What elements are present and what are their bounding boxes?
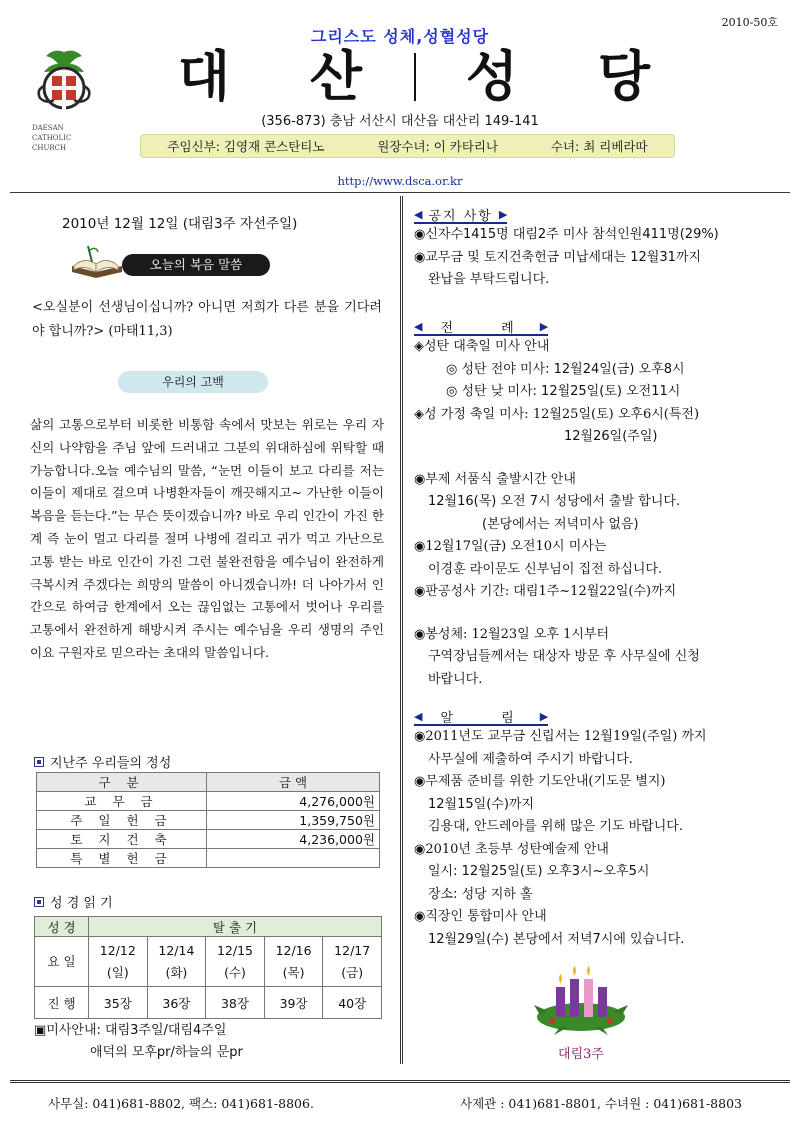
offering-category: 교 무 금 [37,792,207,811]
divider [10,192,790,193]
day-cell [89,937,148,987]
list-item: ◉판공성사 기간: 대림1주~12월22일(수)까지 [414,584,677,599]
book-name-cell: 탈 출 기 [89,917,382,937]
list-item: ◎ 성탄 전야 미사: 12월24일(금) 오후8시 [446,361,685,377]
chapter-cell: 38장 [206,987,265,1019]
notice-tag-label: 공지 사항 [428,208,493,224]
logo-text: CHURCH [32,144,67,152]
staff-sister: 수녀: 최 리베라따 [550,139,648,154]
table-row [35,987,382,1019]
offering-category: 특 별 헌 금 [37,849,207,868]
logo-text: DAESAN [32,124,64,132]
list-item: 김용대, 안드레아를 위해 많은 기도 바랍니다. [428,819,683,834]
table-header-row [37,773,380,792]
list-item: ◉직장인 통합미사 안내 [414,909,547,924]
list-item: 장소: 성당 지하 홀 [428,886,533,902]
mass-info-line: 애덕의 모후pr/하늘의 문pr [90,1045,243,1060]
square-bullet-icon [34,757,44,767]
reading-heading-text: 성 경 읽 기 [50,896,113,911]
list-item: 구역장님들께서는 대상자 방문 후 사무실에 신청 [428,649,700,664]
parish-address: (356-873) 충남 서산시 대산읍 대산리 149-141 [261,114,539,129]
list-item: ◈성 가정 축일 미사: 12월25일(토) 오후6시(특전) [414,406,700,422]
triangle-right-icon: ▶ [539,319,549,333]
scripture-quote: <오실분이 선생님이십니까? 아니면 저희가 다른 분을 기다려야 합니까?> (마태11,3) [32,300,382,339]
newsletter-title [150,45,680,108]
list-item: ◉2010년 초등부 성탄예술제 안내 [414,841,609,857]
date-line: 2010년 12월 12일 (대림3주 자선주일) [62,216,298,232]
table-row [37,792,380,811]
list-item: ◈성탄 대축일 미사 안내 [414,339,550,354]
list-item: 완납을 부탁드립니다. [428,272,550,287]
day-weekday: (수) [224,964,246,980]
triangle-left-icon: ◀ [414,709,423,723]
triangle-left-icon: ◀ [414,207,423,221]
list-item: 12월16(목) 오전 7시 성당에서 출발 합니다. [428,494,681,509]
list-item: (본당에서는 저녁미사 없음) [482,516,639,532]
rectory-contact: 사제관 : 041)681-8801, 수녀원 : 041)681-8803 [460,1096,742,1111]
list-item: ◉교무금 및 토지건축헌금 미납세대는 12월31까지 [414,249,702,265]
list-item: 12월15일(수)까지 [428,796,535,812]
table-header-cell: 구 분 [37,773,207,792]
day-date: 12/15 [216,942,253,958]
list-item: ◉무제품 준비를 위한 기도안내(기도문 별지) [414,774,666,789]
offering-amount: 1,359,750원 [207,811,380,830]
triangle-right-icon: ▶ [539,709,549,723]
title-divider [414,53,416,101]
day-date: 12/16 [275,942,312,958]
offering-table [36,772,380,868]
footer [0,1094,800,1112]
day-date: 12/12 [99,942,136,958]
news-tag-label: 알 림 [440,710,536,726]
offering-category: 토 지 건 축 [37,830,207,849]
day-weekday: (목) [282,964,305,980]
list-item: 12월29일(수) 본당에서 저녁7시에 있습니다. [428,931,685,947]
day-cell [147,937,206,987]
title-char: 성 [465,45,521,108]
offering-heading-text: 지난주 우리들의 정성 [50,756,172,771]
offering-heading [34,752,171,771]
list-item: ◉부제 서품식 출발시간 안내 [414,471,576,487]
table-row [37,830,380,849]
parish-subtitle: 그리스도 성체,성혈성당 [310,27,490,46]
liturgy-tag [414,318,548,336]
website-link[interactable]: http://www.dsca.or.kr [337,174,463,188]
reading-table [34,916,382,1019]
day-weekday: (화) [165,964,188,980]
bible-book-icon [68,242,126,284]
book-label-cell: 성 경 [35,917,89,937]
list-item: 12월26일(주일) [564,429,658,444]
list-item: ◉신자수1415명 대림2주 미사 참석인원411명(29%) [414,227,719,242]
staff-bar [140,134,675,158]
square-bullet-icon [34,897,44,907]
divider [10,1080,790,1083]
logo-text: CATHOLIC [32,134,72,142]
title-char: 대 [177,45,233,108]
table-row [37,811,380,830]
offering-amount: 4,236,000원 [207,830,380,849]
triangle-right-icon: ▶ [498,207,508,221]
notice-section [414,206,784,292]
day-cell [323,937,382,987]
table-row [35,937,382,987]
day-cell [264,937,323,987]
advent-label: 대림3주 [558,1047,604,1062]
liturgy-section [414,318,784,691]
reflection-text: 삶의 고통으로부터 비롯한 비통함 속에서 맛보는 위로는 우리 자신의 나약함을 주님 앞에 드러내고 그분의 위대하심에 위탁할 때 가능합니다.오늘 예수님의 말씀, “눈먼 이들이 보고 다리를 저는 이들이 제대로 걸으며 나병환자들이 깨끗해지고~ 가난한 이들이 복음을 듣는다.”는 무슨 뜻이겠습니까? 바로 우리 인간이 가진 한계 즉 눈이 멀고 다리를 절며 나병에 걸리고 귀가 먹고 가난으로 고통 받는 바로 인간이 가진 그런 불완전함을 예수님이 완전하게 극복시켜 주겠다는 희망의 말씀이 아니겠습니까! 더 나아가서 인간으로 하여금 한계에서 오는 끊임없는 고통에서 벗어나 우리를 고통에서 완전하게 해방시켜 주시는 예수님을 우리 생명의 주인이요 구원자로 믿으라는 초대의 말씀입니다. [30,417,384,660]
issue-number: 2010-50호 [721,16,778,29]
day-date: 12/17 [334,942,371,958]
confession-heading: 우리의 고백 [118,371,268,393]
chapter-cell: 36장 [147,987,206,1019]
title-char: 당 [597,45,653,108]
liturgy-tag-label: 전 례 [440,320,536,336]
offering-amount: 4,276,000원 [207,792,380,811]
church-logo-icon [28,46,100,156]
table-header-cell: 금 액 [207,773,380,792]
staff-pastor: 주임신부: 김영재 콘스탄티노 [167,139,325,154]
progress-label-cell: 진 행 [35,987,89,1019]
list-item: 일시: 12월25일(토) 오후3시~오후5시 [428,864,650,879]
reading-heading [34,892,113,911]
chapter-cell: 35장 [89,987,148,1019]
triangle-left-icon: ◀ [414,319,423,333]
day-cell [206,937,265,987]
list-item: ◎ 성탄 낮 미사: 12월25일(토) 오전11시 [446,384,681,399]
list-item: ◉12월17일(금) 오전10시 미사는 [414,539,607,554]
table-row [37,849,380,868]
day-date: 12/14 [158,942,195,958]
staff-superior: 원장수녀: 이 카타리나 [377,139,499,154]
mass-info [34,1020,243,1064]
list-item: 바랍니다. [428,671,483,687]
office-contact: 사무실: 041)681-8802, 팩스: 041)681-8806. [48,1096,314,1111]
offering-category: 주 일 헌 금 [37,811,207,830]
list-item: ◉봉성체: 12월23일 오후 1시부터 [414,626,610,642]
news-tag [414,708,548,726]
news-section [414,708,784,951]
day-weekday: (일) [106,964,129,980]
mass-info-line: ▣미사안내: 대림3주일/대림4주일 [34,1023,227,1038]
notice-tag [414,206,507,224]
day-weekday: (금) [341,964,364,980]
list-item: 이경훈 라이문도 신부님이 집전 하십니다. [428,561,663,577]
chapter-cell: 40장 [323,987,382,1019]
offering-amount [207,849,380,868]
chapter-cell: 39장 [264,987,323,1019]
list-item: 사무실에 제출하여 주시기 바랍니다. [428,751,633,767]
table-row [35,917,382,937]
day-label-cell: 요 일 [35,937,89,987]
column-divider [400,196,403,1064]
advent-wreath-icon [530,965,632,1037]
list-item: ◉2011년도 교무금 신립서는 12월19일(주일) 까지 [414,729,707,744]
title-char: 산 [309,45,365,108]
gospel-heading: 오늘의 복음 말씀 [122,254,270,276]
